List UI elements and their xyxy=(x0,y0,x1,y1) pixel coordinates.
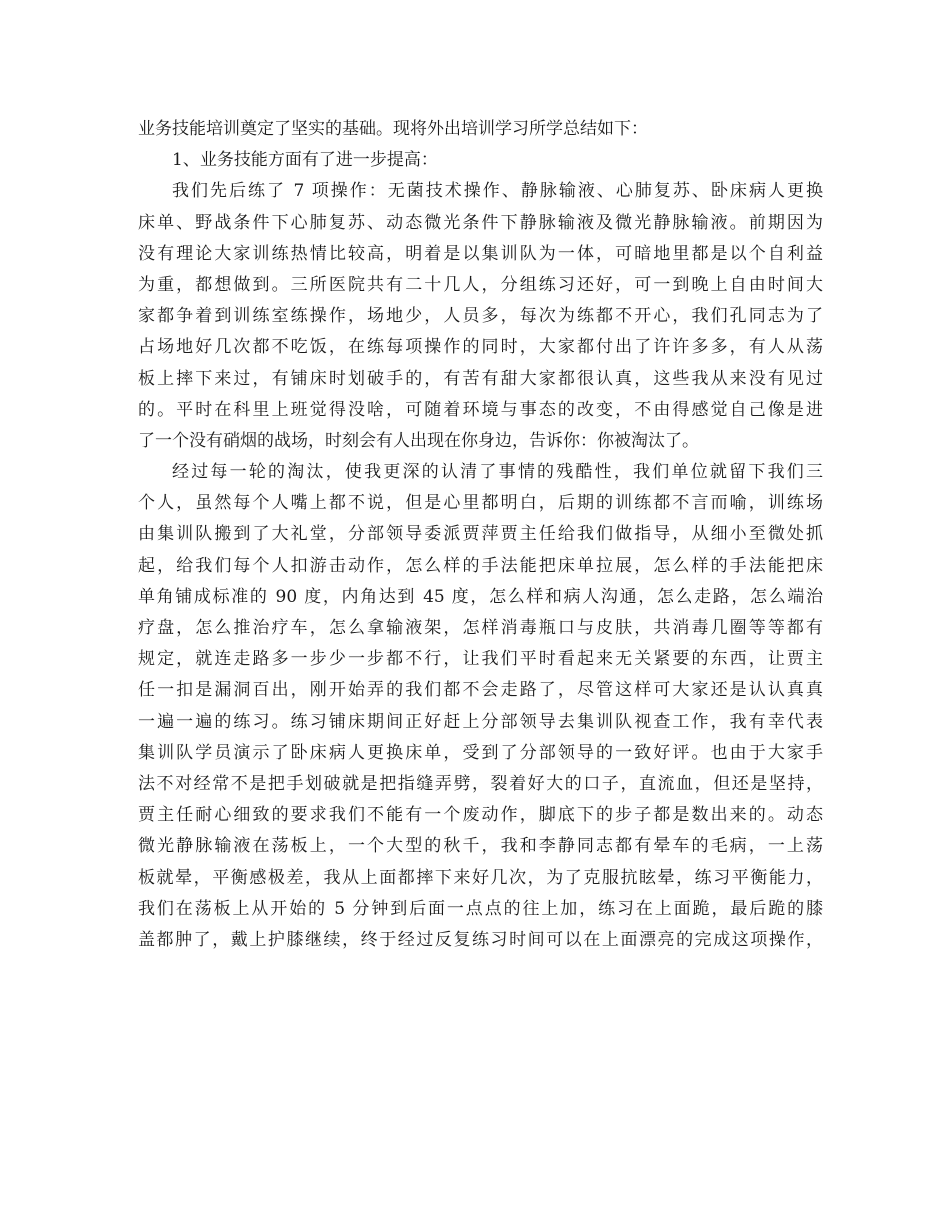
paragraph-line: 板就晕，平衡感极差，我从上面都摔下来好几次，为了克服抗眩晕，练习平衡能力， xyxy=(138,867,823,888)
paragraph-line: 为重，都想做到。三所医院共有二十几人，分组练习还好，可一到晚上自由时间大 xyxy=(138,274,823,295)
paragraph-line: 集训队学员演示了卧床病人更换床单，受到了分部领导的一致好评。也由于大家手 xyxy=(138,742,823,763)
paragraph-line: 个人，虽然每个人嘴上都不说，但是心里都明白，后期的训练都不言而喻，训练场 xyxy=(138,493,823,514)
paragraph-line: 规定，就连走路多一步少一步都不行，让我们平时看起来无关紧要的东西，让贾主 xyxy=(138,649,823,670)
paragraph-line: 床单、野战条件下心肺复苏、动态微光条件下静脉输液及微光静脉输液。前期因为 xyxy=(138,212,823,233)
paragraph-line: 微光静脉输液在荡板上，一个大型的秋千，我和李静同志都有晕车的毛病，一上荡 xyxy=(138,836,823,857)
paragraph-line: 占场地好几次都不吃饭，在练每项操作的同时，大家都付出了许许多多，有人从荡 xyxy=(138,337,823,358)
paragraph-line: 板上摔下来过，有铺床时划破手的，有苦有甜大家都很认真，这些我从来没有见过 xyxy=(138,368,823,389)
paragraph-line: 贾主任耐心细致的要求我们不能有一个废动作，脚底下的步子都是数出来的。动态 xyxy=(138,805,823,826)
paragraph-line: 法不对经常不是把手划破就是把指缝弄劈，裂着好大的口子，直流血，但还是坚持， xyxy=(138,773,823,794)
paragraph-line: 盖都肿了，戴上护膝继续，终于经过反复练习时间可以在上面漂亮的完成这项操作， xyxy=(138,929,823,950)
paragraph-line: 没有理论大家训练热情比较高，明着是以集训队为一体，可暗地里都是以个自利益 xyxy=(138,243,823,264)
paragraph-line: 起，给我们每个人扣游击动作，怎么样的手法能把床单拉展，怎么样的手法能把床 xyxy=(138,555,823,576)
paragraph-line: 的。平时在科里上班觉得没啥，可随着环境与事态的改变，不由得感觉自己像是进 xyxy=(138,399,823,420)
paragraph-line: 家都争着到训练室练操作，场地少，人员多，每次为练都不开心，我们孔同志为了 xyxy=(138,306,823,327)
paragraph-line: 由集训队搬到了大礼堂，分部领导委派贾萍贾主任给我们做指导，从细小至微处抓 xyxy=(138,524,823,545)
paragraph-line: 单角铺成标准的 90 度，内角达到 45 度，怎么样和病人沟通，怎么走路，怎么端治 xyxy=(138,586,823,607)
section-heading: 1、业务技能方面有了进一步提高： xyxy=(172,150,438,171)
paragraph-line: 一遍一遍的练习。练习铺床期间正好赶上分部领导去集训队视查工作，我有幸代表 xyxy=(138,711,823,732)
paragraph-line: 疗盘，怎么推治疗车，怎么拿输液架，怎样消毒瓶口与皮肤，共消毒几圈等等都有 xyxy=(138,618,823,638)
paragraph-line: 我们在荡板上从开始的 5 分钟到后面一点点的往上加，练习在上面跪，最后跪的膝 xyxy=(138,898,823,919)
paragraph-line: 任一扣是漏洞百出，刚开始弄的我们都不会走路了，尽管这样可大家还是认认真真 xyxy=(138,680,823,701)
paragraph-line: 经过每一轮的淘汰，使我更深的认清了事情的残酷性，我们单位就留下我们三 xyxy=(172,462,823,483)
document-body xyxy=(138,114,823,956)
paragraph-line: 我们先后练了 7 项操作：无菌技术操作、静脉输液、心肺复苏、卧床病人更换 xyxy=(172,181,823,202)
paragraph-line: 了一个没有硝烟的战场，时刻会有人出现在你身边，告诉你：你被淘汰了。 xyxy=(138,430,699,451)
paragraph-line: 业务技能培训奠定了坚实的基础。现将外出培训学习所学总结如下： xyxy=(138,119,648,139)
